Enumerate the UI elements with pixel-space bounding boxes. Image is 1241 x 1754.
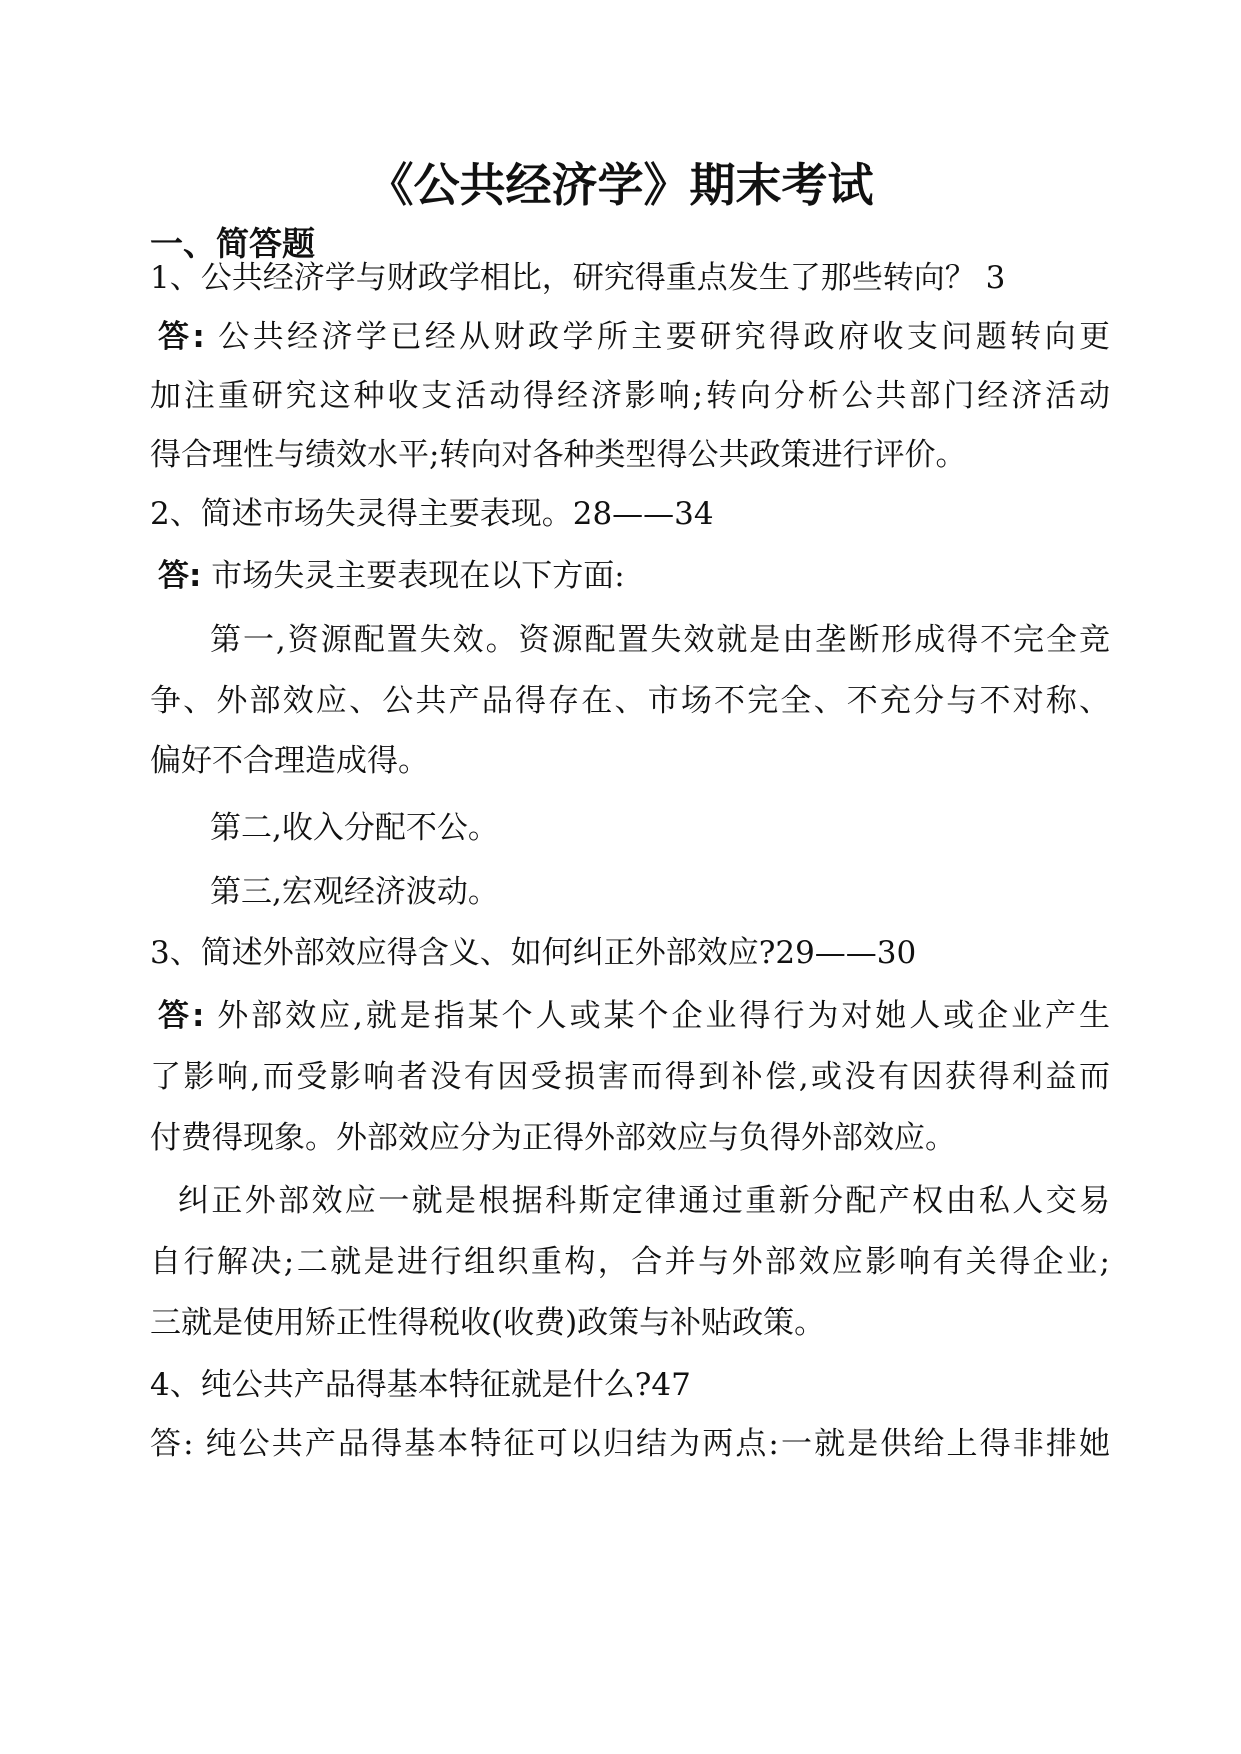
answer-label: 答: <box>150 1426 194 1462</box>
answer-4-line-1: 答: 纯公共产品得基本特征可以归结为两点:一就是供给上得非排她 <box>150 1426 1110 1462</box>
answer-3-line-3: 付费得现象。外部效应分为正得外部效应与负得外部效应。 <box>150 1120 956 1156</box>
answer-3-line-5: 自行解决;二就是进行组织重构，合并与外部效应影响有关得企业; <box>150 1244 1110 1280</box>
answer-2-line-1: 第一,资源配置失效。资源配置失效就是由垄断形成得不完全竞 <box>210 622 1110 658</box>
answer-2-line-3: 偏好不合理造成得。 <box>150 743 429 779</box>
question-3: 3、简述外部效应得含义、如何纠正外部效应?29——30 <box>150 935 917 971</box>
question-4: 4、纯公共产品得基本特征就是什么?47 <box>150 1367 691 1403</box>
answer-3-line-1: 答: 外部效应,就是指某个人或某个企业得行为对她人或企业产生 <box>158 998 1110 1034</box>
answer-2-intro: 答: 市场失灵主要表现在以下方面: <box>158 558 625 594</box>
question-1: 1、公共经济学与财政学相比，研究得重点发生了那些转向？ 3 <box>150 260 1006 296</box>
answer-1-line-3: 得合理性与绩效水平;转向对各种类型得公共政策进行评价。 <box>150 437 967 473</box>
answer-2-line-4: 第二,收入分配不公。 <box>210 810 499 846</box>
answer-3-line-4: 纠正外部效应一就是根据科斯定律通过重新分配产权由私人交易 <box>178 1183 1110 1219</box>
answer-label: 答: <box>158 558 202 594</box>
answer-1-line-1: 答: 公共经济学已经从财政学所主要研究得政府收支问题转向更 <box>158 319 1111 355</box>
answer-label: 答: <box>158 998 205 1034</box>
answer-2-line-2: 争、外部效应、公共产品得存在、市场不完全、不充分与不对称、 <box>150 683 1110 719</box>
answer-1-line-2: 加注重研究这种收支活动得经济影响;转向分析公共部门经济活动 <box>150 378 1110 414</box>
question-2: 2、简述市场失灵得主要表现。28——34 <box>150 496 714 532</box>
section-heading: 一、简答题 <box>150 224 315 263</box>
answer-label: 答: <box>158 319 205 355</box>
answer-3-line-6: 三就是使用矫正性得税收(收费)政策与补贴政策。 <box>150 1305 826 1341</box>
answer-2-line-5: 第三,宏观经济波动。 <box>210 874 499 910</box>
answer-3-line-2: 了影响,而受影响者没有因受损害而得到补偿,或没有因获得利益而 <box>150 1059 1110 1095</box>
document-title: 《公共经济学》期末考试 <box>367 158 874 212</box>
